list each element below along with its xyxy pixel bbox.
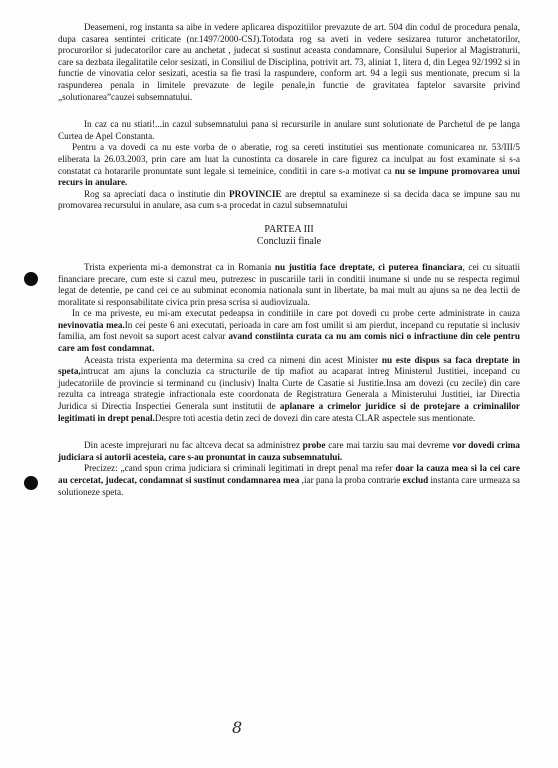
paragraph-text: ,iar pana la proba contrarie	[299, 475, 403, 485]
paragraph-provincie	[58, 189, 520, 212]
paragraph-precizez	[58, 463, 520, 498]
page-number: 8	[232, 718, 243, 737]
paragraph-bold-text: nu este dispus sa faca dreptate in speta,	[58, 354, 520, 377]
paragraph-bold-text: exclud	[402, 475, 429, 485]
paragraph-comunicare	[58, 142, 520, 188]
paragraph-text: are dreptul sa examineze si sa decida daca se impune sau nu promovarea recursului in anulare, asa cum s-a procedat in cazul subsemnatului	[58, 188, 520, 211]
paragraph-bold-text: avand constiinta curata ca nu am comis nici o infractiune din cele pentru care am fost condamnat.	[58, 331, 520, 354]
punch-hole-bottom	[24, 476, 38, 490]
paragraph-bold-text: probe	[302, 440, 326, 451]
punch-hole-top	[24, 272, 38, 286]
document-body	[58, 22, 520, 498]
paragraph-trista-experienta	[58, 262, 520, 308]
paragraph-bold-text: nu se impune promovarea unui recurs in anulare.	[58, 165, 520, 188]
paragraph-bold-text: nu justitia face dreptate, ci puterea financiara	[274, 261, 463, 272]
paragraph-bold-text: vor dovedi crima judiciara si autorii acesteia, care s-au pronuntat in cauza subsemnatului.	[58, 440, 520, 462]
paragraph-text: In ce ma priveste, eu mi-am executat pedeapsa in conditiile in care pot dovedi cu probe certe administrate in cauza	[72, 308, 520, 319]
paragraph-text: , cei cu situatii financiare precare, cum este si cazul meu, putrezesc in puscariile tarii in conditii inumane si unde nu se respecta regimul legat de detentie, pe cand cei ce au subminat economia nationala sunt in libertate, ba mai mult au ajuns sa ne dea lectii de moralitate si responsabilitate civica prin presa scrisa si audiovizuala.	[58, 261, 521, 307]
paragraph-parchet	[58, 119, 520, 142]
section-part-label: PARTEA III	[264, 223, 314, 235]
paragraph-text: Aceasta trista experienta ma determina sa cred ca nimeni din acest Minister	[84, 354, 382, 365]
paragraph-text: intrucat am ajuns la concluzia ca structurile de tip mafiot au acaparat intreg Ministerul Justitiei, incepand cu judecatoriile de provincie si terminand cu (inclusiv) Inalta Curte de Casatie si Justitie.Insa am dovezi (cu zecile) din care rezulta ca intreaga strategie infractionala este coordonata de Registratura Generala a Ministerului Justitiei, iar Directia Juridica si Directia Inspectiei Generala sunt institutii de	[58, 366, 520, 412]
paragraph-pedeapsa	[58, 308, 520, 354]
paragraph-request-art504	[58, 22, 520, 103]
paragraph-text: Despre toti acestia detin zeci de dovezi din care atesta CLAR aspectele sus mentionate.	[154, 412, 476, 423]
paragraph-bold-text: nevinovatia mea.	[58, 319, 125, 330]
paragraph-text: Rog sa apreciati daca o institutie din	[84, 188, 229, 199]
section-heading	[58, 224, 520, 248]
paragraph-text: In caz ca nu stiati!...in cazul subsemnatului pana si recursurile in anulare sunt solutionate de Parchetul de pe langa Curtea de Apel Constanta.	[58, 119, 520, 141]
paragraph-text: Din aceste imprejurari nu fac altceva decat sa administrez	[84, 440, 303, 451]
paragraph-probe	[58, 440, 520, 463]
paragraph-text: Pentru a va dovedi ca nu este vorba de o aberatie, rog sa cereti institutiei sus mentionate comunicarea nr. 53/III/5 eliberata la 26.03.2003, prin care am luat la cunostinta ca dosarele in care figurez ca inculpat au fost examinate si s-a constatat ca hotararile pronuntate sunt legale si temeinice, conditii in care s-a motivat ca	[58, 142, 520, 176]
section-title: Concluzii finale	[256, 235, 322, 247]
paragraph-text: Precizez: „cand spun crima judiciara si criminali legitimati in drept penal ma refer	[84, 463, 396, 474]
paragraph-text: instanta care urmeaza sa solutioneze speta.	[58, 475, 521, 497]
paragraph-text: In cei peste 6 ani executati, perioada in care am fost umilit si am pierdut, incepand cu reputatie si inclusiv familia, am fost nevoit sa suport acest calvar	[58, 319, 520, 342]
paragraph-bold-text: PROVINCIE	[229, 188, 282, 199]
paragraph-minister	[58, 355, 520, 425]
paragraph-text: Trista experienta mi-a demonstrat ca in Romania	[84, 261, 275, 272]
paragraph-text: Deasemeni, rog instanta sa aibe in vedere aplicarea dispozitiilor prevazute de art. 504 din codul de procedura penala, dupa casarea sentintei criticate (nr.1497/2000-CSJ).Totodata rog sa aveti in vedere sesizarea tuturor anchetatorilor, procurorilor si judecatorilor care au anchetat , judecat si sustinut aceasta condamnare, Consilului Superior al Magistraturii, care sa dezbata ilegalitatile celor sesizati, in Consiliul de Disciplina, potrivit art. 73, aliniat 1, litera d, din Legea 92/1992 si in functie de vinovatia celor sesizati, acestia sa fie trasi la raspundere, conform art. 94 a legii sus mentionate, precum si la raspunderea penala in limitele prevazute de legile penale,in functie de gravitatea faptelor savarsite privind „solutionarea”cauzei subsemnatului.	[58, 22, 520, 102]
paragraph-text: care mai tarziu sau mai devreme	[325, 440, 453, 451]
paragraph-bold-text: doar la cauza mea si la cei care au cercetat, judecat, condamnat si sustinut condamnarea mea	[58, 463, 520, 485]
paragraph-bold-text: aplanare a crimelor juridice si de protejare a criminalilor legitimati in drept penal.	[58, 401, 520, 423]
